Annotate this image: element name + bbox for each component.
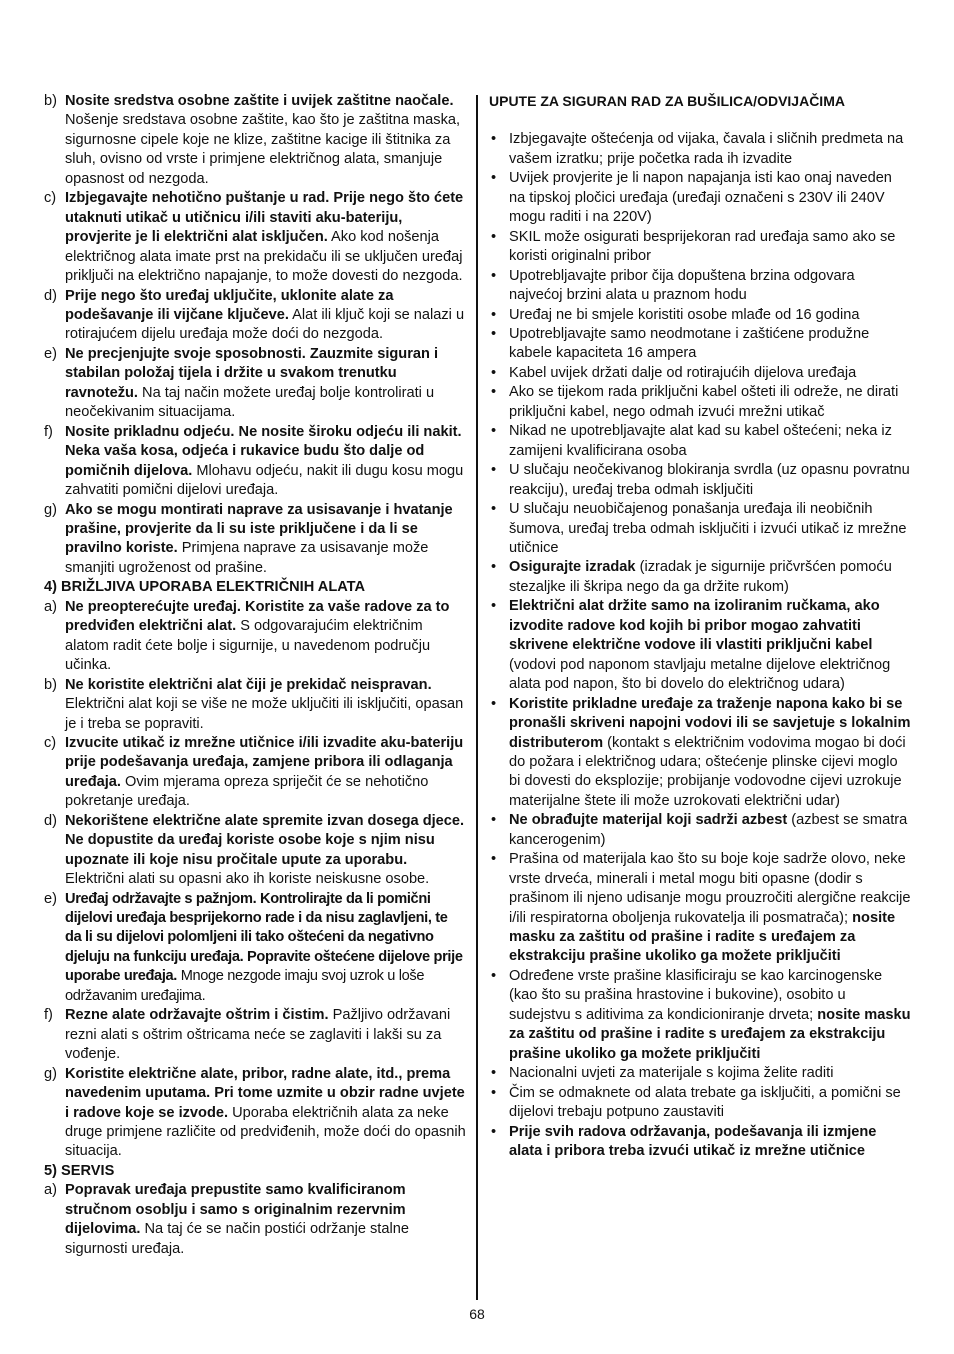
bullet-item: [489, 967, 911, 1064]
list-item: [44, 345, 466, 423]
item-plain-text: Na taj način možete uređaj bolje kontrolirati u neočekivanim situacijama.: [65, 384, 435, 421]
item-label: c): [44, 734, 57, 751]
bullet-icon: •: [491, 1065, 497, 1082]
bullet-plain-text: Nacionalni uvjeti za materijale s kojima želite raditi: [509, 1065, 834, 1082]
bullet-text: [509, 500, 911, 558]
bullet-plain-text: Čim se odmaknete od alata trebate ga isključiti, a pomični se dijelovi trebaju potpuno zaustaviti: [509, 1084, 901, 1121]
bullet-text: [509, 850, 911, 967]
bullet-plain-text: Određene vrste prašine klasificiraju se kao karcinogenske (kao što su prašina hrastovine i bukovine), osobito u sudejstvu s aditivima za kondicioniranje drveta;: [509, 967, 883, 1023]
bullet-text: [509, 695, 911, 812]
item-text: [65, 598, 466, 676]
bullet-icon: •: [491, 559, 497, 576]
item-label: b): [44, 93, 57, 109]
bullet-plain-text: Prašina od materijala kao što su boje koje sadrže olovo, neke vrste drveća, minerali i metal mogu biti opasne (dodir s prašinom ili njeno udisanje mogu prouzročiti alergične reakcije i/ili respiratorna oboljenja rukovatelja ili posmatrača);: [509, 851, 911, 926]
bullet-plain-text: Izbjegavajte oštećenja od vijaka, čavala i sličnih predmeta na vašem izratku; prije početka rada ih izvadite: [509, 131, 904, 167]
bullet-text: [509, 364, 911, 383]
section-heading-5: 5) SERVIS: [44, 1162, 115, 1179]
bullet-text: [509, 558, 911, 597]
bullet-icon: •: [491, 695, 497, 712]
bullet-plain-text: Uređaj ne bi smjele koristiti osobe mlađe od 16 godina: [509, 306, 860, 323]
item-bold-text: Izvucite utikač iz mrežne utičnice i/ili izvadite aku-bateriju prije podešavanja uređaja, zamjene pribora ili odlaganja uređaja.: [65, 734, 464, 790]
item-text: [65, 287, 466, 345]
item-plain-text: Pažljivo održavani rezni alati s oštrim oštricama neće se zaglaviti i lakši su za vođenje.: [65, 1007, 451, 1063]
bullet-bold-text: Koristite prikladne uređaje za traženje napona kako bi se pronašli skriveni napojni vodovi ili se savjetuje s lokalnim distributerom: [509, 695, 911, 751]
list-item: [44, 734, 466, 812]
bullet-bold-tail: nosite masku za zaštitu od prašine i radite s uređajem za ekstrakciju prašine ukoliko ga možete priključiti: [509, 1006, 911, 1062]
page-number: 68: [469, 1306, 485, 1322]
section-heading-4: 4) BRIŽLJIVA UPORABA ELEKTRIČNIH ALATA: [44, 579, 366, 596]
bullet-item: [489, 364, 911, 383]
service-list: [44, 1181, 466, 1259]
bullet-bold-text: Osigurajte izradak: [509, 559, 636, 576]
item-bold-text: Nosite sredstva osobne zaštite i uvijek zaštitne naočale.: [65, 93, 454, 109]
list-item: [44, 501, 466, 579]
item-label: g): [44, 501, 57, 518]
item-bold-text: Ne preopterećujte uređaj. Koristite za vaše radove za to predviđen električni alat.: [65, 598, 450, 635]
bullet-text: [509, 169, 911, 227]
bullet-icon: •: [491, 228, 497, 245]
item-label: a): [44, 1182, 57, 1199]
bullet-text: [509, 306, 911, 325]
bullet-plain-text: Ako se tijekom rada priključni kabel ošteti ili odreže, ne dirati priključni kabel, nego odmah izvući mrežni utikač: [509, 384, 899, 420]
item-label: c): [44, 190, 57, 207]
heading-spacer: [489, 111, 911, 130]
item-bold-text: Prije nego što uređaj uključite, uklonite alate za podešavanje ili vijčane ključeve.: [65, 287, 394, 323]
bullet-icon: •: [491, 1123, 497, 1140]
bullet-icon: •: [491, 170, 497, 187]
item-label: d): [44, 812, 57, 829]
bullet-item: [489, 500, 911, 558]
item-plain-text: Mnoge nezgode imaju svoj uzrok u loše održavanim uređajima.: [65, 968, 425, 1004]
item-bold-text: Rezne alate održavajte oštrim i čistim.: [65, 1007, 329, 1024]
item-bold-text: Ako se mogu montirati naprave za usisavanje i hvatanje prašine, provjerite da li su iste priključene i da li se pravilno koriste.: [65, 501, 453, 557]
bullet-text: [509, 325, 911, 364]
list-item: [44, 598, 466, 676]
list-item: [44, 189, 466, 286]
bullet-text: [509, 811, 911, 850]
item-label: f): [44, 1007, 53, 1024]
bullet-text: [509, 130, 911, 169]
bullet-text: [509, 1064, 911, 1083]
item-label: b): [44, 676, 57, 693]
list-item: [44, 1006, 466, 1064]
bullet-icon: •: [491, 267, 497, 284]
bullet-plain-text: U slučaju neočekivanog blokiranja svrdla (uz opasnu povratnu reakciju), uređaj treba odmah isključiti: [509, 462, 910, 498]
list-item: [44, 92, 466, 189]
bullet-item: [489, 461, 911, 500]
bullet-plain-text: Upotrebljavajte samo neodmotane i zaštićene produžne kabele kapaciteta 16 ampera: [509, 325, 870, 362]
item-plain-text: Električni alati su opasni ako ih koriste neiskusne osobe.: [65, 871, 430, 888]
item-bold-text: Nekorištene električne alate spremite izvan dosega djece. Ne dopustite da uređaj koriste osobe koje s njim nisu upoznate ili koje nisu pročitale upute za uporabu.: [65, 812, 465, 868]
bullet-text: [509, 228, 911, 267]
bullet-plain-text: SKIL može osigurati besprijekoran rad uređaja samo ako se koristi originalni pribor: [509, 228, 896, 265]
bullet-item: [489, 228, 911, 267]
item-plain-text: Nošenje sredstava osobne zaštite, kao što je zaštitna maska, sigurnosne cipele koje ne klize, zaštitne kacige ili štitnika za sluh, ovisno od vrste i primjene električnog alata, smanjuje opasnost od nezgoda.: [65, 112, 461, 187]
bullet-text: [509, 597, 911, 694]
item-bold-text: Koristite električne alate, pribor, radne alate, itd., prema navedenim uputama. Pri tome uzmite u obzir radne uvjete i radove koje se izvode.: [65, 1065, 465, 1121]
list-item: [44, 676, 466, 734]
item-plain-text: Mlohavu odjeću, nakit ili dugu kosu mogu zahvatiti pomični dijelovi uređaja.: [65, 462, 464, 499]
list-item: [44, 890, 466, 1007]
bullet-text: [509, 422, 911, 461]
item-plain-text: Uporaba električnih alata za neke druge primjene različite od predviđenih, može doći do opasnih situacija.: [65, 1104, 466, 1160]
bullet-item: [489, 597, 911, 694]
item-label: f): [44, 423, 53, 440]
right-column: [489, 92, 911, 1161]
bullet-icon: •: [491, 812, 497, 829]
bullet-plain-text: Kabel uvijek držati dalje od rotirajućih dijelova uređaja: [509, 364, 857, 381]
list-item: [44, 1181, 466, 1259]
list-item: [44, 1065, 466, 1162]
bullet-plain-text: (kontakt s električnim vodovima mogao bi doći do požara i električnog udara; oštećenje plinske cijevi moglo bi dovesti do eksplozije; probijanje vodovodne cijevi uzrokuje materijalne štete ili može uzrokovati električni udar): [509, 734, 906, 809]
item-label: e): [44, 345, 57, 362]
bullet-icon: •: [491, 384, 497, 401]
item-plain-text: Električni alat koji se više ne može uključiti ili isključiti, opasan je i treba se popraviti.: [65, 696, 464, 732]
bullet-item: [489, 267, 911, 306]
bullet-item: [489, 422, 911, 461]
bullet-item: [489, 383, 911, 422]
column-divider: [476, 95, 478, 1300]
bullet-text: [509, 967, 911, 1064]
item-text: [65, 1181, 466, 1259]
item-text: [65, 423, 466, 501]
item-text: [65, 676, 466, 734]
bullet-item: [489, 130, 911, 169]
bullet-icon: •: [491, 325, 497, 342]
bullet-item: [489, 811, 911, 850]
bullet-item: [489, 850, 911, 967]
bullet-icon: •: [491, 462, 497, 479]
list-item: [44, 287, 466, 345]
item-bold-text: Uređaj održavajte s pažnjom. Kontrolirajte da li pomični dijelovi uređaja besprijekorno rade i da nisu zaglavljeni, te da li su dijelovi polomljeni ili tako oštećeni da negativno djeluju na funkciju uređaja. Popravite oštećene dijelove prije uporabe uređaja.: [65, 890, 463, 985]
bullet-text: [509, 383, 911, 422]
item-text: [65, 501, 466, 579]
bullet-icon: •: [491, 598, 497, 615]
item-plain-text: Primjena naprave za usisavanje može smanjiti ugroženost od prašine.: [65, 540, 429, 576]
drill-safety-list: [489, 130, 911, 1161]
drill-safety-heading: UPUTE ZA SIGURAN RAD ZA BUŠILICA/ODVIJAČIMA: [489, 93, 845, 109]
item-text: [65, 189, 466, 286]
item-text: [65, 92, 466, 189]
list-item: [44, 812, 466, 890]
item-text: [65, 734, 466, 812]
item-bold-text: Ne precjenjujte svoje sposobnosti. Zauzmite siguran i stabilan položaj tijela i držite u svakom trenutku ravnotežu.: [65, 345, 439, 401]
bullet-bold-text: Električni alat držite samo na izoliranim ručkama, ako izvodite radove kod kojih bi pribor mogao zahvatiti skrivene električne vodove ili vlastiti priključni kabel: [509, 598, 880, 654]
bullet-bold-text: Ne obrađujte materijal koji sadrži azbest: [509, 812, 788, 829]
item-plain-text: Na taj će se način postići održanje stalne sigurnosti uređaja.: [65, 1221, 409, 1257]
bullet-icon: •: [491, 131, 497, 148]
bullet-item: [489, 1084, 911, 1123]
item-label: e): [44, 890, 57, 907]
item-bold-text: Ne koristite električni alat čiji je prekidač neispravan.: [65, 676, 432, 693]
bullet-icon: •: [491, 851, 497, 868]
bullet-plain-text: (vodovi pod naponom stavljaju metalne dijelove električnog alata pod napon, što bi dovelo do električnog udara): [509, 656, 891, 693]
item-plain-text: Alat ili ključ koji se nalazi u rotirajućem dijelu uređaja može doći do nezgoda.: [65, 306, 465, 343]
item-bold-text: Popravak uređaja prepustite samo kvalificiranom stručnom osoblju i samo s originalnim rezervnim dijelovima.: [65, 1182, 406, 1238]
item-text: [65, 345, 466, 423]
item-bold-text: Izbjegavajte nehotično puštanje u rad. Prije nego što ćete utaknuti utikač u utičnicu i/ili staviti aku-bateriju, provjerite je li električni alat isključen.: [65, 190, 464, 246]
bullet-bold-tail: nosite masku za zaštitu od prašine i radite s uređajem za ekstrakciju prašine ukoliko ga možete priključiti: [509, 909, 896, 965]
bullet-icon: •: [491, 1084, 497, 1101]
list-item: [44, 423, 466, 501]
bullet-item: [489, 558, 911, 597]
bullet-icon: •: [491, 967, 497, 984]
item-text: [65, 1065, 466, 1162]
bullet-icon: •: [491, 423, 497, 440]
left-column: [44, 92, 466, 1259]
bullet-item: [489, 695, 911, 812]
bullet-text: [509, 1084, 911, 1123]
item-text: [65, 1006, 466, 1064]
bullet-plain-text: U slučaju neuobičajenog ponašanja uređaja ili neobičnih šumova, uređaj treba odmah isključiti i izvući utikač iz mrežne utičnice: [509, 501, 907, 556]
item-plain-text: Ako kod nošenja električnog alata imate prst na prekidaču ili se uključen uređaj priključi na električno napajanje, to može dovesti do nezgoda.: [65, 229, 463, 285]
item-text: [65, 812, 466, 890]
bullet-icon: •: [491, 364, 497, 381]
bullet-plain-text: (izradak je sigurnije pričvršćen pomoću stezaljke ili škripa nego da ga držite rukom): [509, 559, 892, 595]
bullet-item: [489, 169, 911, 227]
bullet-item: [489, 1064, 911, 1083]
personal-safety-list: [44, 92, 466, 578]
bullet-icon: •: [491, 501, 497, 518]
bullet-plain-text: (azbest se smatra kancerogenim): [509, 812, 908, 848]
item-label: d): [44, 287, 57, 304]
tool-use-list: [44, 598, 466, 1162]
bullet-icon: •: [491, 306, 497, 323]
bullet-plain-text: Upotrebljavajte pribor čija dopuštena brzina odgovara najvećoj brzini alata u praznom hodu: [509, 267, 855, 304]
bullet-item: [489, 325, 911, 364]
item-plain-text: Ovim mjerama opreza spriječit će se nehotično pokretanje uređaja.: [65, 773, 429, 810]
bullet-text: [509, 461, 911, 500]
bullet-plain-text: Uvijek provjerite je li napon napajanja isti kao onaj naveden na tipskoj pločici uređaja (uređaji označeni s 230V ili 240V mogu raditi i na 220V): [509, 170, 892, 226]
item-plain-text: S odgovarajućim električnim alatom radit ćete bolje i sigurnije, u navedenom području učinka.: [65, 618, 431, 674]
item-text: [65, 890, 466, 1007]
item-label: g): [44, 1065, 57, 1082]
bullet-item: [489, 1123, 911, 1162]
bullet-text: [509, 267, 911, 306]
item-bold-text: Nosite prikladnu odjeću. Ne nosite široku odjeću ili nakit. Neka vaša kosa, odjeća i rukavice budu što dalje od pomičnih dijelova.: [65, 423, 462, 479]
bullet-text: [509, 1123, 911, 1162]
bullet-plain-text: Nikad ne upotrebljavajte alat kad su kabel oštećeni; neka iz zamijeni kvalificirana osoba: [509, 423, 892, 459]
item-label: a): [44, 598, 57, 615]
bullet-bold-text: Prije svih radova održavanja, podešavanja ili izmjene alata i pribora treba izvući utikač iz mrežne utičnice: [509, 1123, 877, 1160]
bullet-item: [489, 306, 911, 325]
